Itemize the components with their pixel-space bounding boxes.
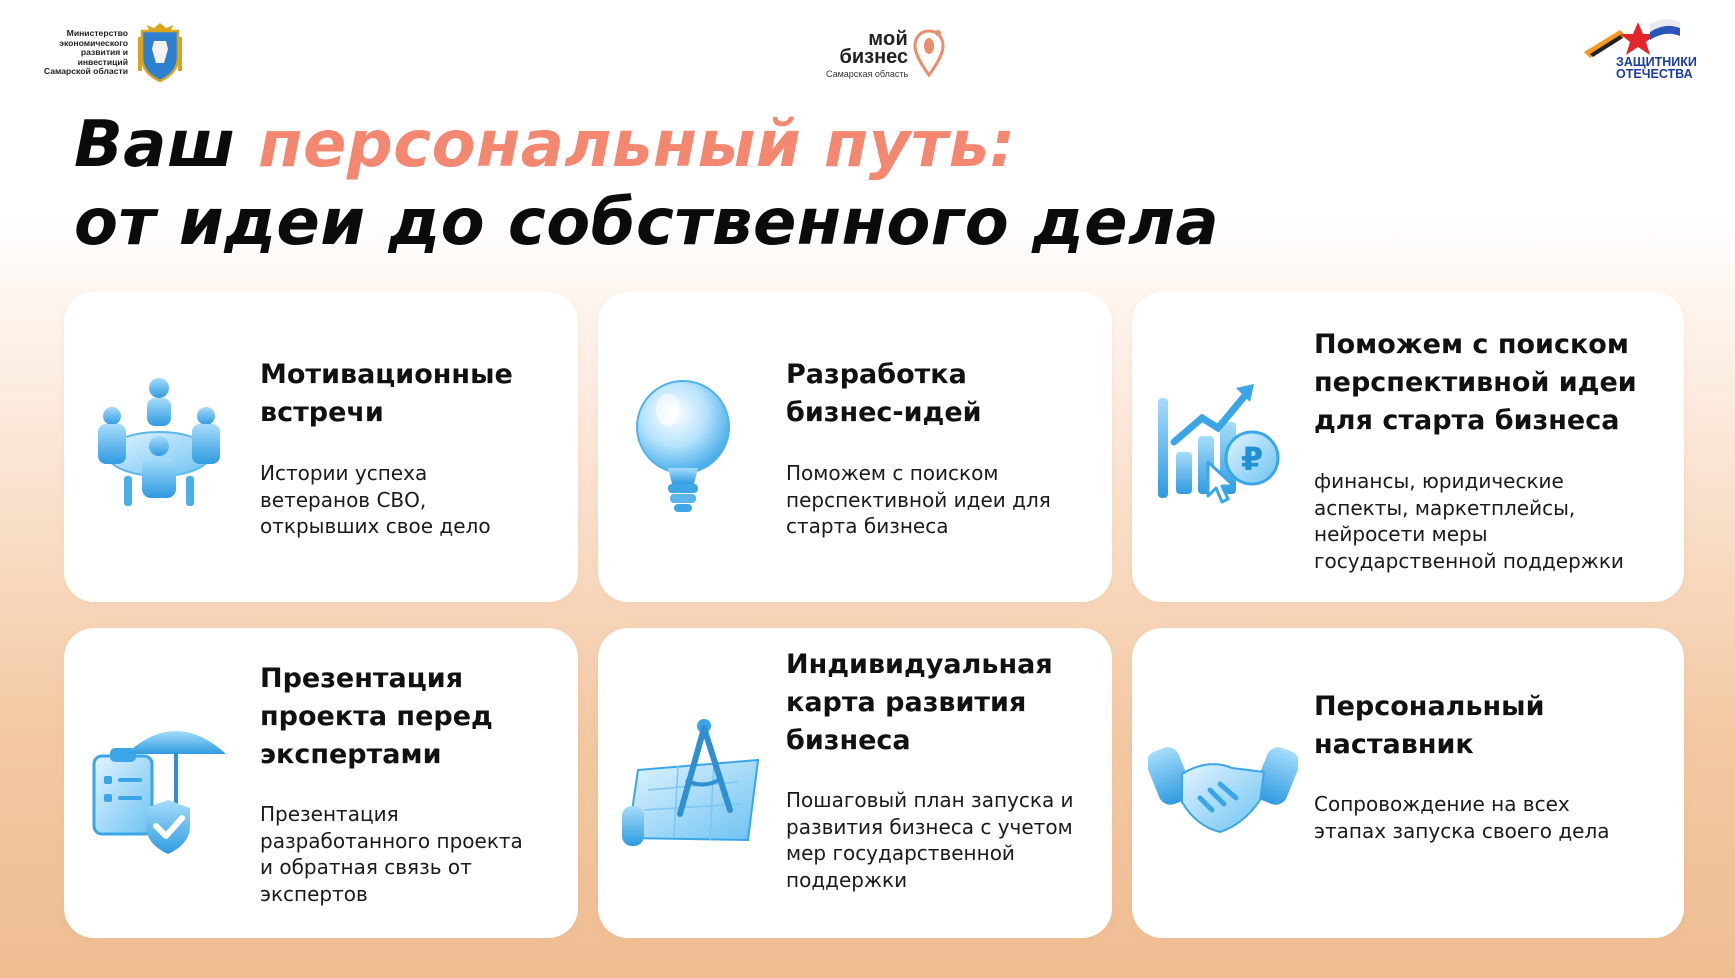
growth-chart-ruble-icon [1152,378,1282,508]
title-line2: от идеи до собственного дела [74,186,1220,260]
title-part1: Ваш [74,108,259,182]
card-title: Индивидуальная карта развития бизнеса [786,649,1053,756]
card-project-presentation [64,628,578,938]
card-title: Персональный наставник [1314,691,1545,760]
card-description: Поможем с поиском перспективной идеи для старта бизнеса [786,461,1051,538]
rocket-pin-icon [912,27,946,81]
card-motivation-meetings [64,292,578,602]
card-title: Разработка бизнес-идей [786,359,982,428]
title-accent: персональный путь: [258,108,1016,182]
page-title [74,106,1219,262]
defenders-logo [1580,18,1710,88]
brand-line1: мой [868,28,909,50]
defenders-line1: ЗАЩИТНИКИ [1616,55,1697,69]
samara-coat-of-arms-icon [136,23,184,83]
card-idea-search [1132,292,1684,602]
lightbulb-icon [628,372,738,522]
card-title: Поможем с поиском перспективной идеи для старта бизнеса [1314,329,1637,436]
card-description: Презентация разработанного проекта и обратная связь от экспертов [260,802,523,906]
card-title: Презентация проекта перед экспертами [260,663,493,770]
card-business-ideas [598,292,1112,602]
moy-biznes-logo [826,24,946,84]
umbrella-shield-checklist-icon [86,716,236,866]
card-title: Мотивационные встречи [260,359,513,428]
defenders-line2: ОТЕЧЕСТВА [1616,67,1693,81]
card-description: Сопровождение на всех этапах запуска своего дела [1314,792,1610,843]
blueprint-compass-icon [618,710,768,860]
card-description: Пошаговый план запуска и развития бизнеса с учетом мер государственной поддержки [786,788,1074,892]
handshake-icon [1148,728,1298,848]
svg-text:₽: ₽ [1240,440,1264,478]
brand-region: Самарская область [826,69,909,79]
meeting-table-icon [84,366,234,516]
card-description: финансы, юридические аспекты, маркетплейсы, нейросети меры государственной поддержки [1314,469,1624,573]
card-development-map [598,628,1112,938]
card-personal-mentor [1132,628,1684,938]
ministry-logo-text: Министерство экономического развития и инвестиций Самарской области [43,28,128,77]
brand-line2: бизнес [839,46,909,68]
ministry-logo [42,22,184,84]
card-description: Истории успеха ветеранов СВО, открывших свое дело [260,461,491,538]
star-ribbon-icon [1580,18,1710,58]
